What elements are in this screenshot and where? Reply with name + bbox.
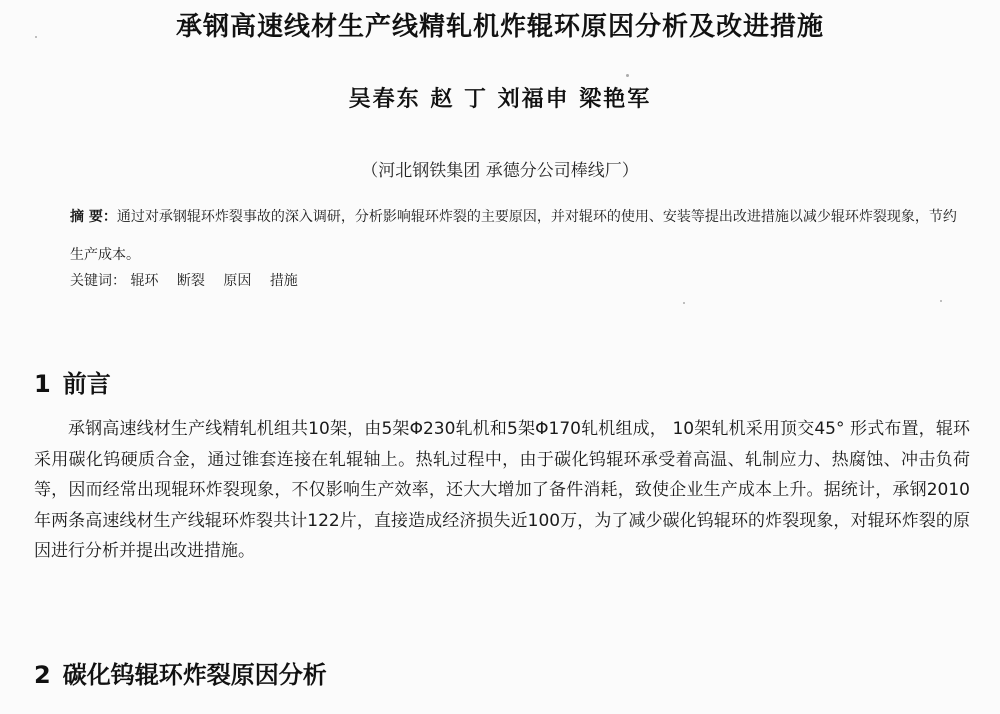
abstract-label: 摘 要： bbox=[70, 209, 117, 225]
paper-affiliation: （河北钢铁集团 承德分公司棒线厂） bbox=[361, 161, 639, 181]
section-number: 2 bbox=[34, 661, 51, 689]
keyword: 辊环 bbox=[130, 273, 159, 289]
scan-speck bbox=[683, 302, 685, 304]
section-heading bbox=[34, 364, 111, 399]
scan-speck bbox=[626, 74, 629, 77]
keyword: 断裂 bbox=[176, 273, 205, 289]
scan-speck bbox=[940, 300, 942, 302]
section-number: 1 bbox=[34, 370, 51, 398]
section-body: 承钢高速线材生产线精轧机组共10架，由5架Φ230轧机和5架Φ170轧机组成， 10架轧机采用顶交45° 形式布置，辊环采用碳化钨硬质合金，通过锥套连接在轧辊轴上。热轧过程中，由于碳化钨辊环承受着高温、轧制应力、热腐蚀、冲击负荷等，因而经常出现辊环炸裂现象，不仅影响生产效率，还大大增加了备件消耗，致使企业生产成本上升。据统计，承钢2010年两条高速线材生产线辊环炸裂共计122片，直接造成经济损失近100万，为了减少碳化钨辊环的炸裂现象，对辊环炸裂的原因进行分析并提出改进措施。 bbox=[34, 419, 970, 561]
section-title: 前言 bbox=[62, 370, 111, 398]
keyword: 措施 bbox=[269, 273, 298, 289]
section-heading bbox=[34, 655, 327, 690]
paper-authors: 吴春东 赵 丁 刘福申 梁艳军 bbox=[348, 87, 652, 112]
abstract bbox=[70, 198, 970, 274]
paper-title: 承钢高速线材生产线精轧机炸辊环原因分析及改进措施 bbox=[175, 12, 824, 42]
section-title: 碳化钨辊环炸裂原因分析 bbox=[62, 661, 327, 689]
scan-speck bbox=[35, 36, 37, 38]
keywords bbox=[70, 270, 970, 290]
abstract-text: 通过对承钢辊环炸裂事故的深入调研，分析影响辊环炸裂的主要原因，并对辊环的使用、安装等提出改进措施以减少辊环炸裂现象，节约生产成本。 bbox=[70, 209, 957, 263]
keywords-label: 关键词： bbox=[70, 273, 126, 289]
keyword: 原因 bbox=[223, 273, 252, 289]
